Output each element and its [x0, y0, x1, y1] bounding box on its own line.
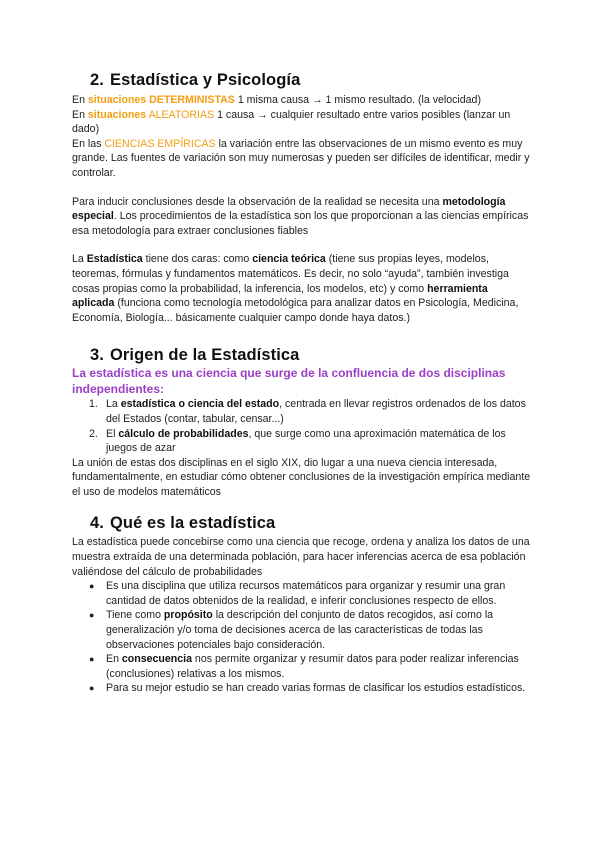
- bullet-icon: ●: [89, 610, 95, 621]
- purpose-bold: propósito: [163, 609, 213, 622]
- bullet-item: [72, 652, 532, 681]
- methodology-paragraph: [72, 195, 532, 239]
- section-4-heading: [72, 513, 532, 533]
- definition-paragraph: La estadística puede concebirse como una ciencia que recoge, ordena y analiza los datos de una muestra extraída de una determinada población, para hacer inferencias acerca de esa población valiéndose del cálculo de probabilidades: [72, 536, 530, 578]
- bullet-icon: ●: [89, 654, 95, 665]
- list-item-bold: estadística o ciencia del estado: [120, 398, 280, 411]
- text-run: (funciona como tecnología metodológica para analizar datos en Psicología, Medicina, Economía, Biología... básicamente cualquier campo donde haya datos.): [72, 297, 519, 324]
- text-run: 1 causa → cualquier resultado entre varios posibles (lanzar un dado): [72, 108, 511, 136]
- methodology-bold: metodología especial: [72, 195, 506, 223]
- list-item-bold: cálculo de probabilidades: [118, 427, 249, 440]
- deterministic-line: [72, 93, 532, 108]
- text-run: En: [72, 94, 88, 106]
- list-item: [72, 397, 532, 426]
- text-run: En: [106, 653, 122, 666]
- text-run: Es una disciplina que utiliza recursos matemáticos para organizar y resumir una gran cantidad de datos obtenidos de la realidad, e inferir conclusiones respecto de ellos.: [106, 580, 506, 607]
- bullet-icon: ●: [89, 683, 95, 694]
- bullet-item: [72, 681, 532, 696]
- text-run: La: [106, 398, 121, 411]
- text-run: En: [72, 108, 88, 121]
- list-marker: 2.: [89, 427, 98, 440]
- text-run: la variación entre las observaciones de un mismo evento es muy grande. Las fuentes de variación son muy numerosas y pueden ser difíciles de identificar, medir y controlar.: [72, 137, 530, 179]
- text-run: tiene dos caras: como: [142, 253, 253, 266]
- random-line: [72, 108, 532, 137]
- text-run: , centrada en llevar registros ordenados de los datos del Estados (contar, tabular, censar...): [106, 398, 526, 425]
- section-3-subtitle: La estadística es una ciencia que surge de la confluencia de dos disciplinas independientes:: [72, 366, 506, 396]
- section-4-title: Qué es la estadística: [109, 514, 276, 533]
- text-run: Tiene como: [106, 609, 164, 622]
- statistics-bold: Estadística: [86, 253, 143, 266]
- random-highlight-2: ALEATORIAS: [148, 108, 215, 121]
- section-4-number: 4.: [90, 514, 104, 533]
- empirical-paragraph: [72, 137, 532, 181]
- text-run: nos permite organizar y resumir datos para poder realizar inferencias (conclusiones) relativas a los mismos.: [106, 653, 519, 680]
- text-run: . Los procedimientos de la estadística son los que proporcionan a las ciencias empíricas esa metodología para extraer conclusiones fiables: [72, 210, 529, 237]
- spacer: [72, 181, 532, 195]
- section-2-title: Estadística y Psicología: [109, 71, 301, 89]
- text-run: , que surge como una aproximación matemática de los juegos de azar: [106, 427, 506, 455]
- union-paragraph: La unión de estas dos disciplinas en el siglo XIX, dio lugar a una nueva ciencia interesada, fundamentalmente, en estudiar cómo obtener conclusiones de la investigación empírica mediante el uso de modelos matemáticos: [72, 456, 531, 498]
- section-3-number: 3.: [90, 346, 104, 365]
- document-content: [72, 70, 532, 696]
- theoretical-science-bold: ciencia teórica: [252, 253, 326, 266]
- list-item: [72, 427, 532, 456]
- definition-bullet-list: [72, 579, 532, 696]
- spacer: [72, 238, 532, 252]
- text-run: (tiene sus propias leyes, modelos, teoremas, fórmulas y fundamentos matemáticos. Es decir, no solo “ayuda”, también investiga cosas propias como la probabilidad, la inferencia, los modelos, etc) y como: [72, 253, 509, 295]
- empirical-highlight: CIENCIAS EMPÍRICAS: [104, 137, 216, 150]
- random-highlight-1: situaciones: [87, 108, 147, 121]
- text-run: Para su mejor estudio se han creado varias formas de clasificar los estudios estadísticos.: [106, 682, 526, 695]
- consequence-bold: consecuencia: [121, 653, 192, 666]
- text-run: En las: [72, 137, 105, 150]
- origin-list: [72, 397, 532, 455]
- bullet-item: [72, 608, 532, 652]
- section-3-heading: [72, 345, 532, 365]
- bullet-icon: ●: [89, 581, 95, 592]
- deterministic-highlight: situaciones DETERMINISTAS: [87, 94, 235, 106]
- section-2-heading: [72, 70, 532, 90]
- section-3-title: Origen de la Estadística: [109, 346, 300, 365]
- text-run: 1 misma causa → 1 mismo resultado. (la velocidad): [234, 94, 481, 106]
- text-run: La: [72, 253, 87, 266]
- bullet-item: [72, 579, 532, 608]
- section-2-number: 2.: [90, 71, 104, 89]
- list-marker: 1.: [89, 398, 98, 411]
- text-run: Para inducir conclusiones desde la observación de la realidad se necesita una: [72, 195, 443, 208]
- text-run: la descripción del conjunto de datos recogidos, así como la generalización y/o toma de decisiones acerca de las características de todas las observaciones potenciales bajo consideración.: [106, 609, 494, 651]
- text-run: El: [106, 427, 119, 440]
- applied-tool-bold: herramienta aplicada: [72, 282, 488, 310]
- two-faces-paragraph: [72, 252, 532, 325]
